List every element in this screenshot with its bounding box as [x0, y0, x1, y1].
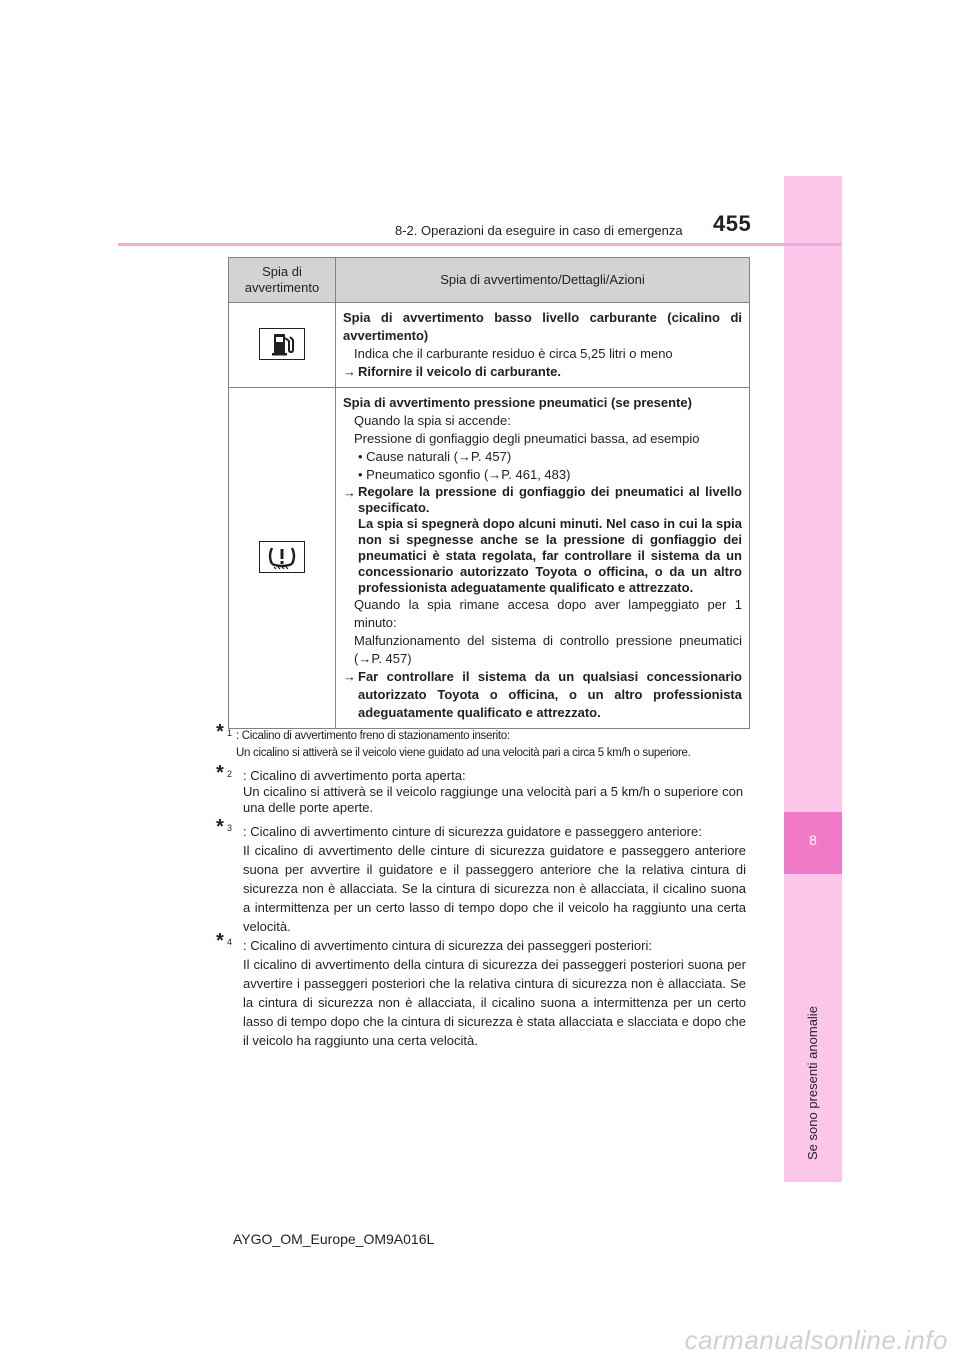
footnote-star: *	[216, 721, 224, 743]
fuel-pump-icon	[259, 328, 305, 360]
footnote-title: : Cicalino di avvertimento freno di stazionamento inserito:	[236, 730, 510, 742]
footnote-text: Il cicalino di avvertimento delle cinture di sicurezza guidatore e passeggero anteriore suona per avvertire il guidatore e il passeggero anteriore che la relativa cintura di sicurezza non è allacciata. Se la cintura di sicurezza non è allacciata, il cicalino suona a intermittenza per un certo lasso di tempo dopo che il veicolo ha raggiunto una certa velocità.	[243, 843, 746, 934]
tire-action1-line	[343, 484, 742, 596]
footnote-number: 3	[227, 823, 233, 833]
column-header-details: Spia di avvertimento/Dettagli/Azioni	[336, 258, 750, 303]
tire-when-flash: Quando la spia rimane accesa dopo aver lampeggiato per 1 minuto:	[354, 597, 742, 630]
fuel-action: Rifornire il veicolo di carburante.	[358, 364, 561, 379]
watermark	[0, 1326, 960, 1358]
footnote-number: 2	[227, 769, 233, 779]
footnote-star: *	[216, 762, 224, 784]
table-row-fuel	[229, 303, 750, 388]
tire-bullet-flat: • Pneumatico sgonfio (→P. 461, 483)	[358, 467, 571, 482]
arrow-icon: →	[343, 364, 356, 379]
footnote-text: Il cicalino di avvertimento della cintura di sicurezza dei passeggeri posteriori suona per avvertire i passeggeri posteriori che la relativa cintura di sicurezza non è allacciata. Se la cintura di sicurezza non è allacciata, il cicalino suona a intermittenza per un certo lasso di tempo dopo che la cintura di sicurezza è stata allacciata e slacciata e dopo che il veicolo ha raggiunto una certa velocità.	[243, 957, 746, 1048]
watermark-text: carmanualsonline.info	[684, 1325, 948, 1355]
footnote-4	[216, 930, 746, 1050]
chapter-number: 8	[809, 832, 817, 848]
fuel-light-title: Spia di avvertimento basso livello carburante (cicalino di avvertimento)	[343, 310, 742, 343]
footnote-title: : Cicalino di avvertimento cintura di sicurezza dei passeggeri posteriori:	[243, 938, 652, 953]
header-rule	[118, 243, 841, 246]
column-header-light: Spia di avvertimento	[229, 258, 336, 303]
tire-action2: Far controllare il sistema da un qualsiasi concessionario autorizzato Toyota o officina, o un altro professionista adeguatamente qualificato e attrezzato.	[358, 669, 742, 720]
arrow-icon: →	[343, 485, 356, 500]
chapter-label-container	[793, 880, 833, 1180]
tire-action1-more: La spia si spegnerà dopo alcuni minuti. Nel caso in cui la spia non si spegnesse anche se la pressione di gonfiaggio dei pneumatici è stata regolata, far controllare il sistema da un concessionario autorizzato Toyota o officina, o da un altro professionista adeguatamente qualificato e attrezzato.	[358, 516, 742, 595]
document-code: AYGO_OM_Europe_OM9A016L	[233, 1231, 435, 1247]
footnote-title: : Cicalino di avvertimento porta aperta:	[243, 768, 466, 783]
section-title: 8-2. Operazioni da eseguire in caso di emergenza	[395, 223, 683, 238]
page-number: 455	[713, 211, 752, 236]
tire-light-title: Spia di avvertimento pressione pneumatici (se presente)	[343, 395, 692, 410]
arrow-icon: →	[343, 669, 356, 684]
footnote-3	[216, 816, 746, 936]
footnote-number: 4	[227, 937, 233, 947]
tire-icon-cell	[229, 388, 336, 729]
footnote-text: Un cicalino si attiverà se il veicolo viene guidato ad una velocità pari a circa 5 km/h o superiore.	[236, 747, 691, 759]
footnote-star: *	[216, 930, 224, 952]
tire-bullet-natural: • Cause naturali (→P. 457)	[358, 449, 512, 464]
footnote-text: Un cicalino si attiverà se il veicolo raggiunge una velocità pari a 5 km/h o superiore con una delle porte aperte.	[243, 784, 744, 815]
tire-malfunction: Malfunzionamento del sistema di controllo pressione pneumatici (→P. 457)	[354, 633, 742, 666]
fuel-action-line	[343, 363, 742, 381]
tire-pressure-warning-icon	[259, 541, 305, 573]
footnote-star: *	[216, 816, 224, 838]
fuel-description	[336, 303, 750, 388]
tire-low-pressure: Pressione di gonfiaggio degli pneumatici bassa, ad esempio	[354, 431, 700, 446]
table-row-tire-pressure	[229, 388, 750, 729]
tire-description	[336, 388, 750, 729]
table-header-row	[229, 258, 750, 303]
footnote-1	[216, 721, 746, 762]
chapter-label: Se sono presenti anomalie	[805, 1006, 820, 1160]
footnote-2	[216, 762, 746, 816]
tire-action2-line	[343, 668, 742, 722]
fuel-light-desc: Indica che il carburante residuo è circa 5,25 litri o meno	[354, 346, 673, 361]
footnote-number: 1	[227, 728, 232, 738]
warning-light-table	[228, 257, 750, 729]
tire-action1: Regolare la pressione di gonfiaggio dei pneumatici al livello specificato.	[358, 484, 742, 515]
footnote-title: : Cicalino di avvertimento cinture di sicurezza guidatore e passeggero anteriore:	[243, 824, 702, 839]
tire-when-on: Quando la spia si accende:	[354, 413, 511, 428]
fuel-icon-cell	[229, 303, 336, 388]
